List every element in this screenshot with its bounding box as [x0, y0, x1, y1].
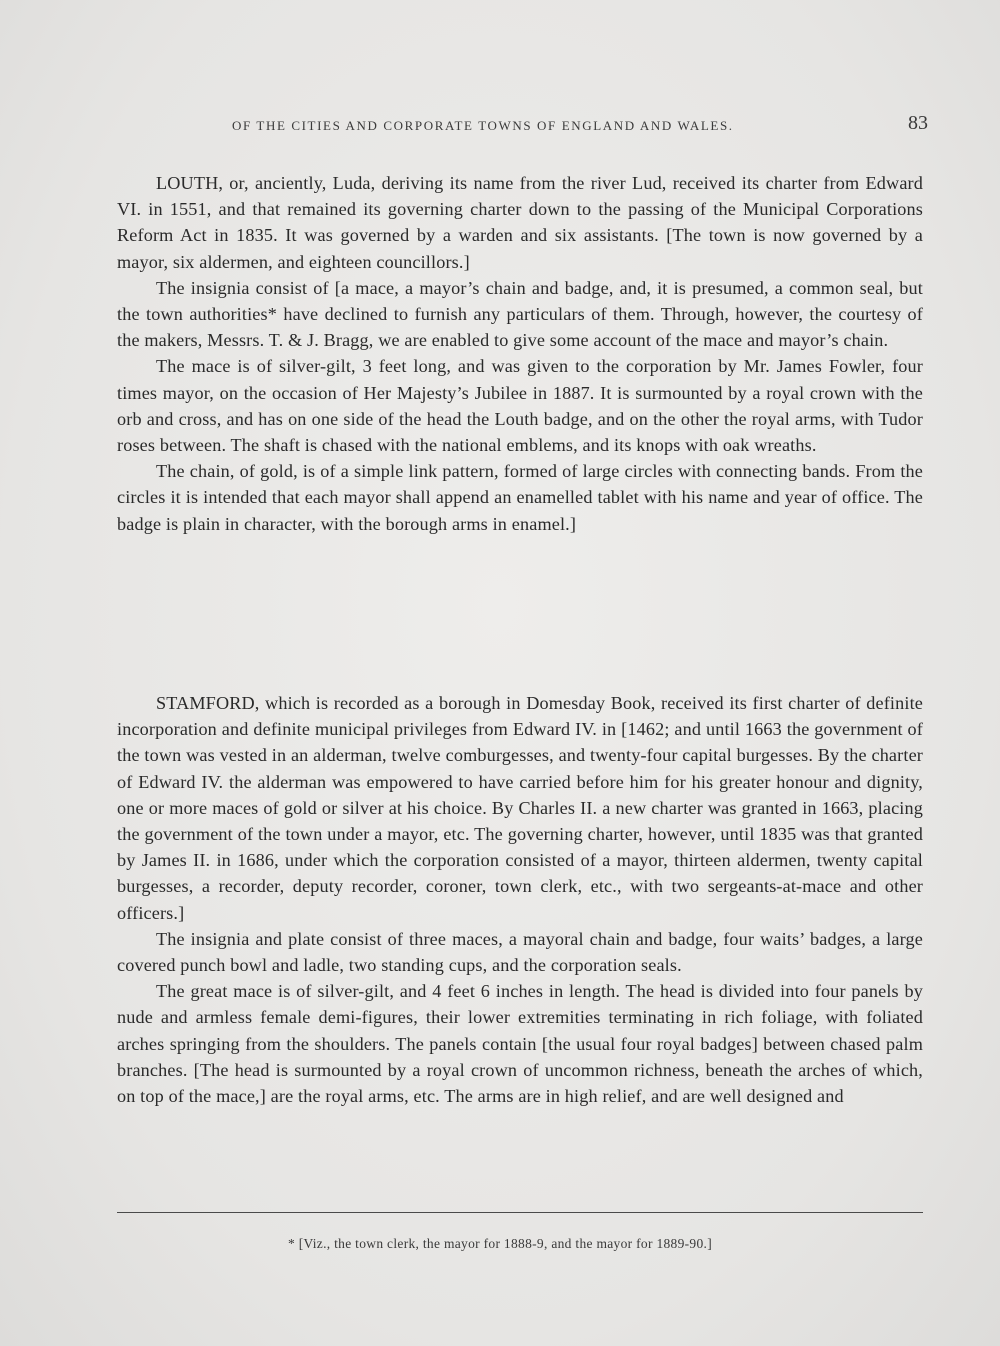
paragraph: The insignia and plate consist of three maces, a mayoral chain and badge, four waits’ badges, a large covered punch bowl and ladle, two standing cups, and the corporation seals. — [117, 928, 923, 976]
paragraph: LOUTH, or, anciently, Luda, deriving its name from the river Lud, received its charter from Edward VI. in 1551, and that remained its governing charter down to the passing of the Municipal Corporations Reform Act in 1835. It was governed by a warden and six assistants. [The town is now governed by a mayor, six aldermen, and eighteen councillors.] — [117, 173, 923, 272]
paragraph: The mace is of silver-gilt, 3 feet long, and was given to the corporation by Mr. James Fowler, four times mayor, on the occasion of Her Majesty’s Jubilee in 1887. It is surmounted by a royal crown with the orb and cross, and has on one side of the head the Louth badge, and on the other the royal arms, with Tudor roses between. The shaft is chased with the national emblems, and its knops with oak wreaths. — [117, 356, 923, 456]
paragraph: The insignia consist of [a mace, a mayor’s chain and badge, and, it is presumed, a common seal, but the town authorities* have declined to furnish any particulars of them. Through, however, the courtesy of the makers, Messrs. T. & J. Bragg, we are enabled to give some account of the mace and mayor’s chain. — [117, 277, 923, 351]
footnote: * [Viz., the town clerk, the mayor for 1888-9, and the mayor for 1889-90.] — [287, 1236, 713, 1251]
page-number: 83 — [908, 112, 928, 134]
stamford-section — [117, 690, 923, 1109]
footnote-rule — [117, 1212, 923, 1213]
paragraph: STAMFORD, which is recorded as a borough in Domesday Book, received its first charter of definite incorporation and definite municipal privileges from Edward IV. in [1462; and until 1663 the government of the town was vested in an alderman, twelve comburgesses, and twenty-four capital burgesses. By the charter of Edward IV. the alderman was empowered to have carried before him for his greater honour and dignity, one or more maces of gold or silver at his choice. By Charles II. a new charter was granted in 1663, placing the government of the town under a mayor, etc. The governing charter, however, until 1835 was that granted by James II. in 1686, under which the corporation consisted of a mayor, thirteen aldermen, twenty capital burgesses, a recorder, deputy recorder, coroner, town clerk, etc., with two sergeants-at-mace and other officers.] — [117, 693, 923, 923]
louth-section — [117, 170, 923, 537]
paragraph: The chain, of gold, is of a simple link pattern, formed of large circles with connecting bands. From the circles it is intended that each mayor shall append an enamelled tablet with his name and year of office. The badge is plain in character, with the borough arms in enamel.] — [117, 461, 923, 534]
running-title: OF THE CITIES AND CORPORATE TOWNS OF ENGLAND AND WALES. — [232, 118, 734, 133]
paragraph: The great mace is of silver-gilt, and 4 feet 6 inches in length. The head is divided into four panels by nude and armless female demi-figures, their lower extremities terminating in rich foliage, with foliated arches springing from the shoulders. The panels contain [the usual four royal badges] between chased palm branches. [The head is surmounted by a royal crown of uncommon richness, beneath the arches of which, on top of the mace,] are the royal arms, etc. The arms are in high relief, and are well designed and — [117, 981, 923, 1107]
